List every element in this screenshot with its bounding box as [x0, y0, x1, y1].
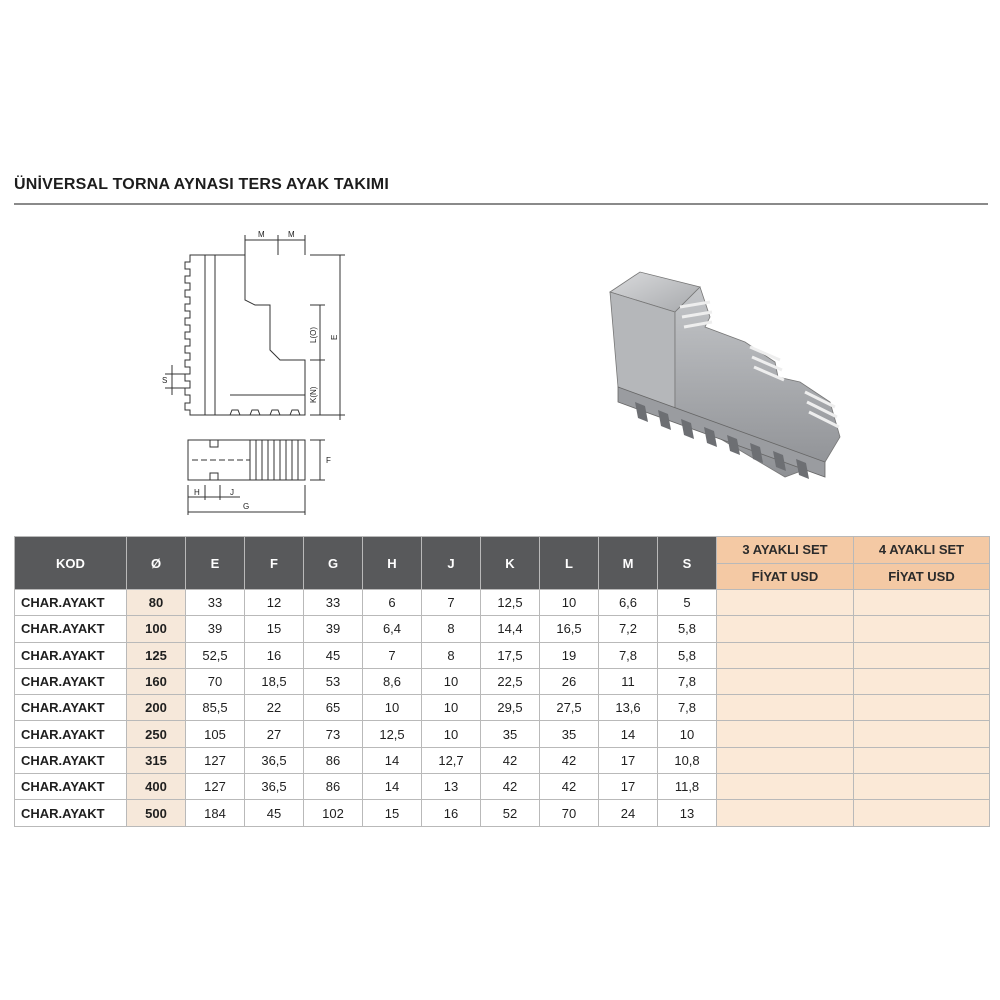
cell-value: 17,5 [481, 642, 540, 668]
technical-drawing [150, 225, 350, 525]
cell-price-3-set [717, 721, 854, 747]
cell-price-3-set [717, 800, 854, 826]
cell-value: 7,2 [599, 616, 658, 642]
cell-value: 15 [245, 616, 304, 642]
label-h: H [194, 488, 200, 497]
header-3-set: 3 AYAKLI SET [717, 537, 854, 564]
cell-value: 42 [540, 747, 599, 773]
cell-value: 13 [658, 800, 717, 826]
cell-value: 11,8 [658, 774, 717, 800]
table-row [15, 721, 990, 747]
cell-price-3-set [717, 590, 854, 616]
cell-price-3-set [717, 774, 854, 800]
header-g: G [304, 537, 363, 590]
header-e: E [186, 537, 245, 590]
product-image [600, 262, 860, 492]
header-k: K [481, 537, 540, 590]
cell-value: 7,8 [599, 642, 658, 668]
cell-kod: CHAR.AYAKT [15, 590, 127, 616]
cell-value: 7,8 [658, 668, 717, 694]
table-row [15, 747, 990, 773]
cell-value: 12,5 [363, 721, 422, 747]
label-m2: M [288, 230, 295, 239]
label-kn: K(N) [309, 386, 318, 403]
cell-price-4-set [854, 774, 990, 800]
cell-value: 6,4 [363, 616, 422, 642]
cell-value: 10 [658, 721, 717, 747]
cell-price-4-set [854, 721, 990, 747]
cell-value: 36,5 [245, 774, 304, 800]
cell-value: 45 [245, 800, 304, 826]
cell-value: 42 [481, 774, 540, 800]
cell-value: 13,6 [599, 695, 658, 721]
label-f: F [326, 456, 331, 465]
cell-value: 184 [186, 800, 245, 826]
cell-value: 24 [599, 800, 658, 826]
cell-value: 14 [363, 747, 422, 773]
title-divider [14, 203, 988, 205]
cell-value: 102 [304, 800, 363, 826]
cell-value: 70 [186, 668, 245, 694]
cell-value: 14,4 [481, 616, 540, 642]
cell-value: 14 [363, 774, 422, 800]
cell-value: 35 [481, 721, 540, 747]
cell-value: 5 [658, 590, 717, 616]
spec-table [14, 536, 990, 827]
cell-kod: CHAR.AYAKT [15, 616, 127, 642]
cell-value: 53 [304, 668, 363, 694]
cell-value: 35 [540, 721, 599, 747]
label-e: E [330, 334, 339, 340]
table-row [15, 695, 990, 721]
cell-value: 86 [304, 774, 363, 800]
cell-value: 26 [540, 668, 599, 694]
cell-price-4-set [854, 695, 990, 721]
header-f: F [245, 537, 304, 590]
cell-kod: CHAR.AYAKT [15, 774, 127, 800]
cell-kod: CHAR.AYAKT [15, 721, 127, 747]
cell-diameter: 160 [127, 668, 186, 694]
cell-value: 27 [245, 721, 304, 747]
cell-price-3-set [717, 668, 854, 694]
cell-value: 10 [422, 695, 481, 721]
cell-value: 5,8 [658, 642, 717, 668]
header-l: L [540, 537, 599, 590]
cell-value: 7,8 [658, 695, 717, 721]
label-j: J [230, 488, 234, 497]
label-m1: M [258, 230, 265, 239]
cell-value: 7 [422, 590, 481, 616]
table-row [15, 774, 990, 800]
cell-value: 17 [599, 747, 658, 773]
cell-value: 19 [540, 642, 599, 668]
cell-value: 65 [304, 695, 363, 721]
cell-value: 8,6 [363, 668, 422, 694]
cell-value: 12,5 [481, 590, 540, 616]
cell-value: 29,5 [481, 695, 540, 721]
page-title: ÜNİVERSAL TORNA AYNASI TERS AYAK TAKIMI [14, 176, 389, 193]
cell-value: 6,6 [599, 590, 658, 616]
cell-value: 70 [540, 800, 599, 826]
cell-value: 14 [599, 721, 658, 747]
cell-price-4-set [854, 590, 990, 616]
cell-price-3-set [717, 747, 854, 773]
cell-value: 42 [540, 774, 599, 800]
cell-value: 22 [245, 695, 304, 721]
table-row [15, 800, 990, 826]
cell-price-3-set [717, 695, 854, 721]
cell-value: 8 [422, 642, 481, 668]
cell-value: 85,5 [186, 695, 245, 721]
cell-value: 5,8 [658, 616, 717, 642]
cell-diameter: 80 [127, 590, 186, 616]
cell-kod: CHAR.AYAKT [15, 800, 127, 826]
header-s: S [658, 537, 717, 590]
header-4-set-price: FİYAT USD [854, 563, 990, 590]
cell-value: 39 [186, 616, 245, 642]
cell-diameter: 400 [127, 774, 186, 800]
cell-value: 22,5 [481, 668, 540, 694]
cell-diameter: 250 [127, 721, 186, 747]
cell-value: 33 [186, 590, 245, 616]
cell-value: 7 [363, 642, 422, 668]
table-row [15, 668, 990, 694]
cell-value: 42 [481, 747, 540, 773]
cell-value: 16,5 [540, 616, 599, 642]
cell-price-3-set [717, 616, 854, 642]
cell-diameter: 200 [127, 695, 186, 721]
cell-value: 27,5 [540, 695, 599, 721]
cell-value: 127 [186, 747, 245, 773]
cell-value: 39 [304, 616, 363, 642]
cell-value: 16 [422, 800, 481, 826]
cell-value: 8 [422, 616, 481, 642]
cell-value: 10 [422, 668, 481, 694]
cell-value: 18,5 [245, 668, 304, 694]
cell-value: 52 [481, 800, 540, 826]
cell-diameter: 125 [127, 642, 186, 668]
cell-price-4-set [854, 616, 990, 642]
cell-value: 45 [304, 642, 363, 668]
cell-value: 105 [186, 721, 245, 747]
cell-value: 10 [540, 590, 599, 616]
cell-value: 33 [304, 590, 363, 616]
cell-diameter: 315 [127, 747, 186, 773]
cell-price-4-set [854, 747, 990, 773]
label-lo: L(O) [309, 327, 318, 343]
table-row [15, 616, 990, 642]
cell-kod: CHAR.AYAKT [15, 642, 127, 668]
header-diameter: Ø [127, 537, 186, 590]
header-3-set-price: FİYAT USD [717, 563, 854, 590]
cell-value: 36,5 [245, 747, 304, 773]
cell-value: 17 [599, 774, 658, 800]
cell-value: 15 [363, 800, 422, 826]
cell-diameter: 100 [127, 616, 186, 642]
cell-value: 86 [304, 747, 363, 773]
table-row [15, 642, 990, 668]
cell-diameter: 500 [127, 800, 186, 826]
label-s: S [162, 376, 168, 385]
label-g: G [243, 502, 250, 511]
cell-price-3-set [717, 642, 854, 668]
header-4-set: 4 AYAKLI SET [854, 537, 990, 564]
header-kod: KOD [15, 537, 127, 590]
cell-price-4-set [854, 642, 990, 668]
cell-value: 16 [245, 642, 304, 668]
header-j: J [422, 537, 481, 590]
cell-value: 6 [363, 590, 422, 616]
cell-value: 10,8 [658, 747, 717, 773]
cell-kod: CHAR.AYAKT [15, 747, 127, 773]
cell-value: 52,5 [186, 642, 245, 668]
cell-value: 12,7 [422, 747, 481, 773]
cell-kod: CHAR.AYAKT [15, 668, 127, 694]
cell-value: 12 [245, 590, 304, 616]
header-m: M [599, 537, 658, 590]
cell-kod: CHAR.AYAKT [15, 695, 127, 721]
cell-value: 10 [363, 695, 422, 721]
cell-price-4-set [854, 668, 990, 694]
cell-price-4-set [854, 800, 990, 826]
cell-value: 11 [599, 668, 658, 694]
cell-value: 127 [186, 774, 245, 800]
header-h: H [363, 537, 422, 590]
table-row [15, 590, 990, 616]
cell-value: 13 [422, 774, 481, 800]
cell-value: 10 [422, 721, 481, 747]
cell-value: 73 [304, 721, 363, 747]
